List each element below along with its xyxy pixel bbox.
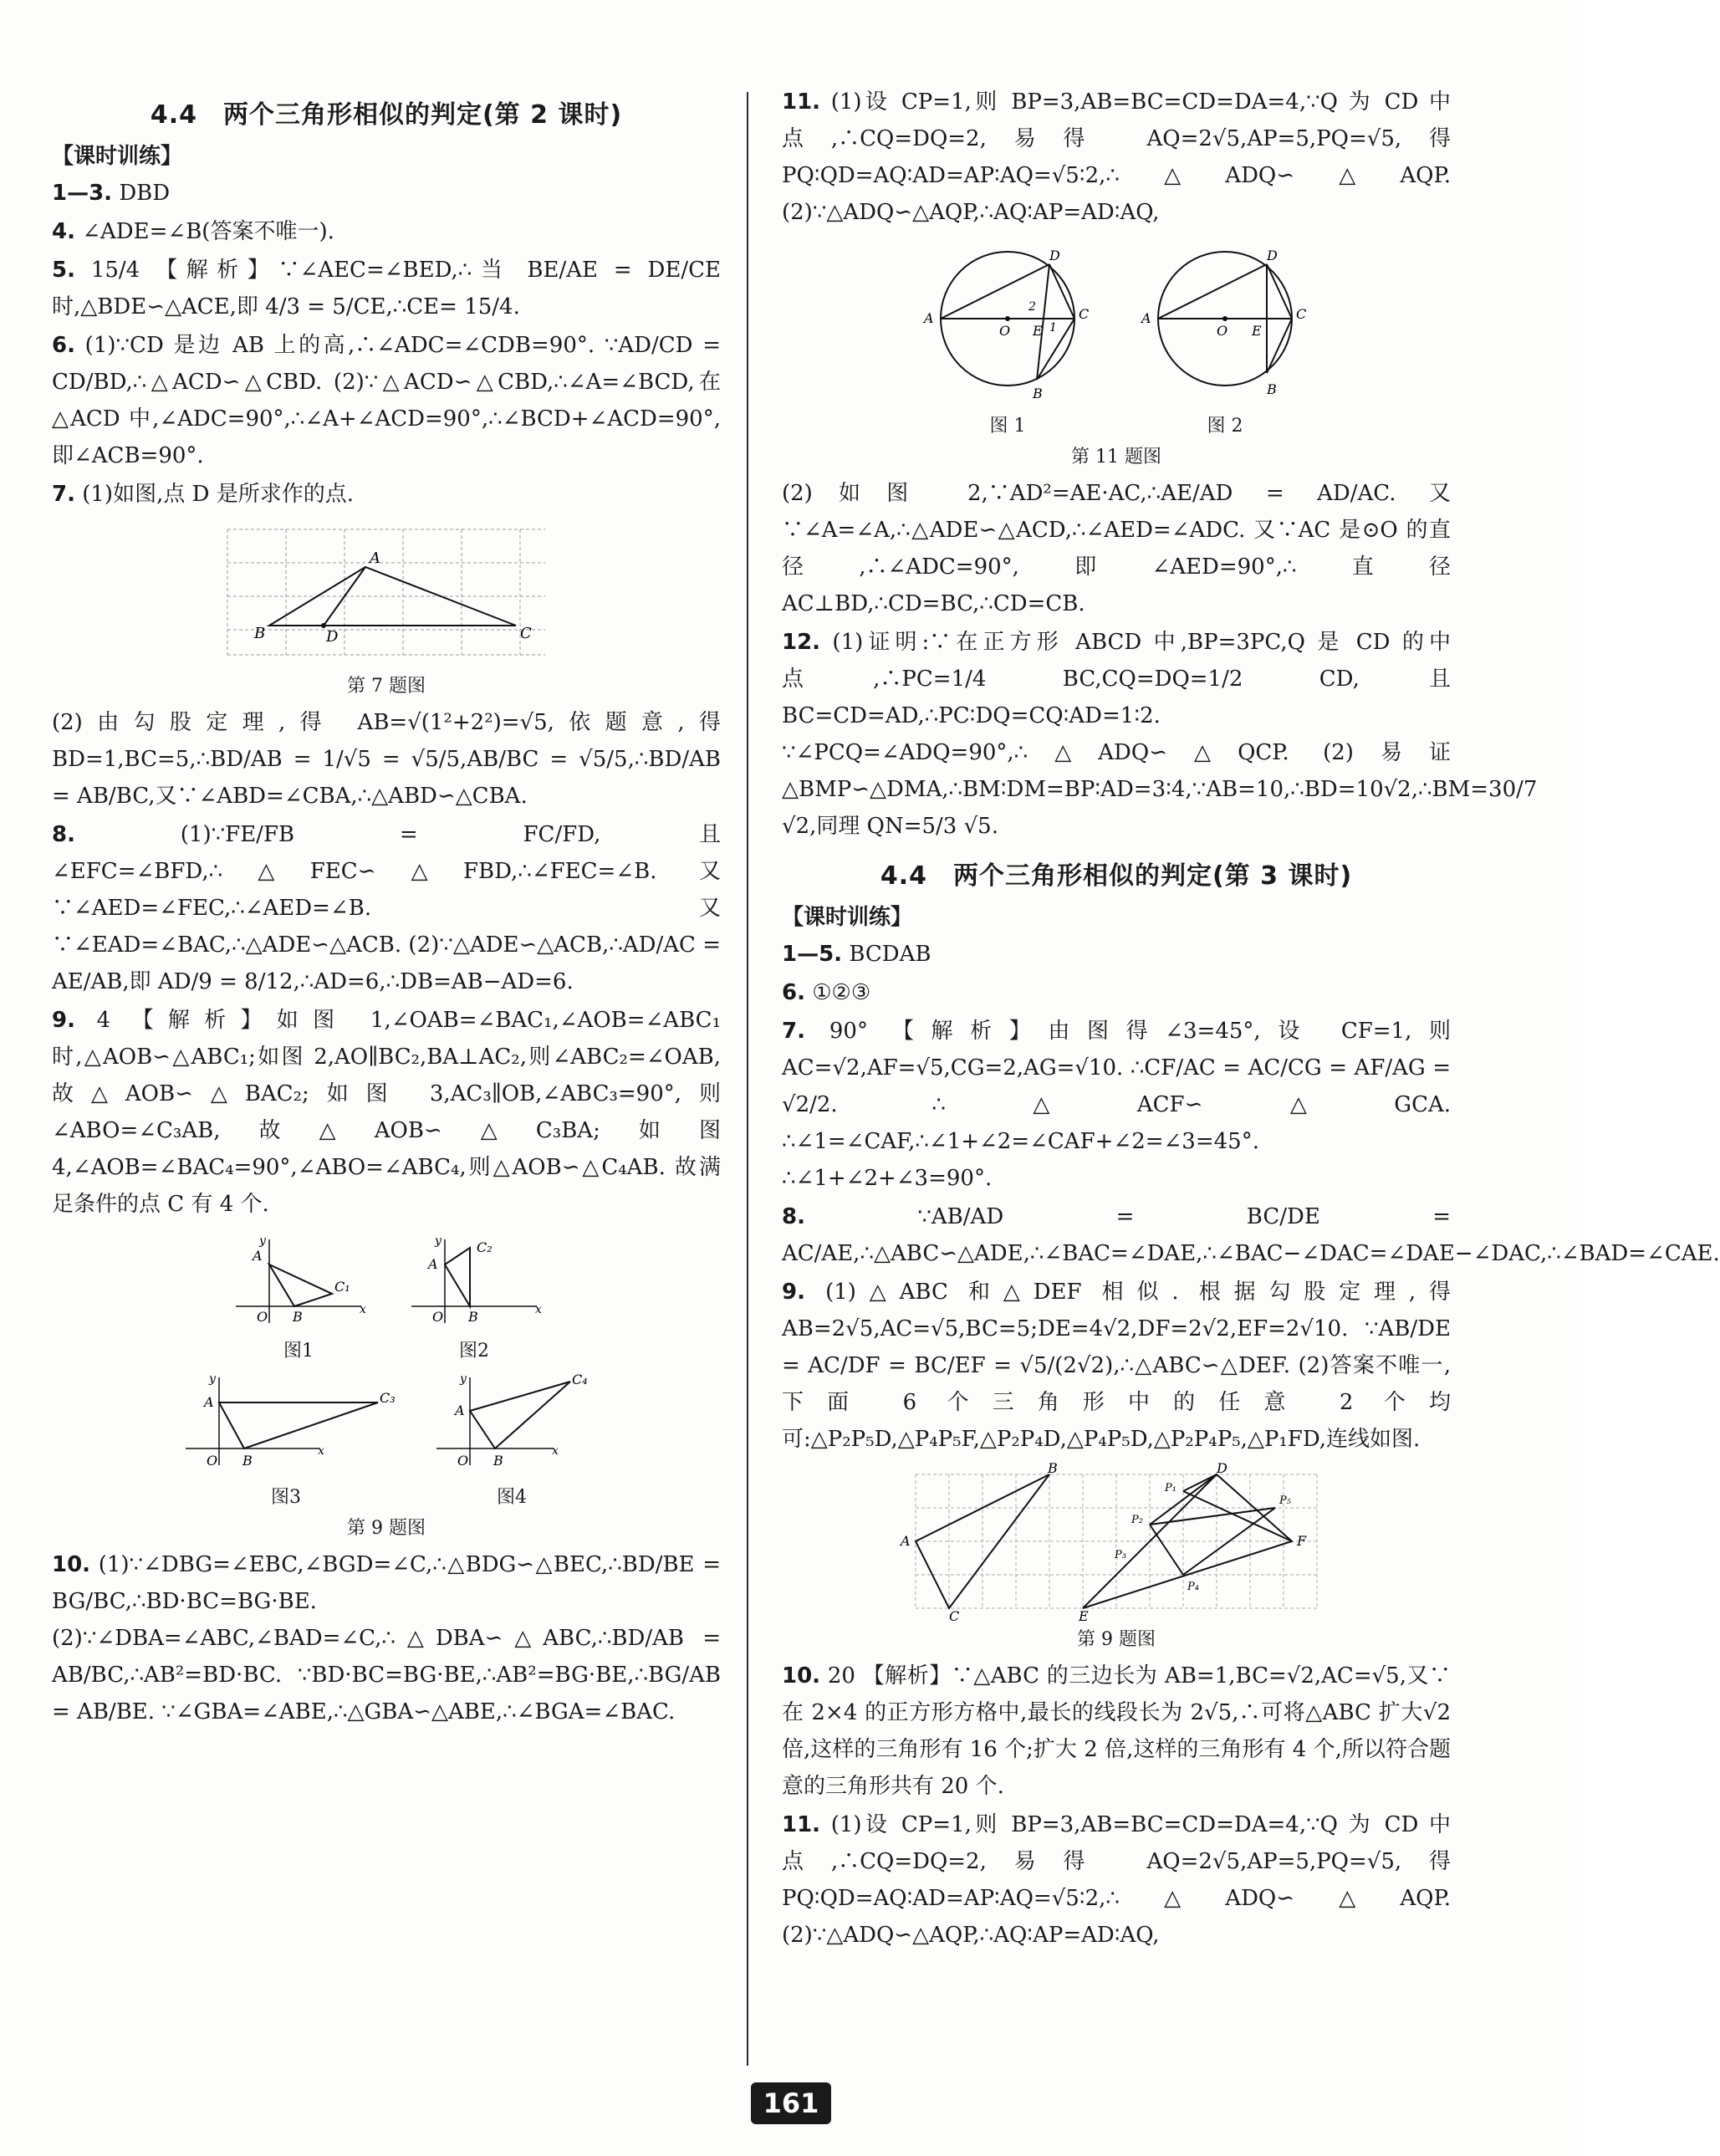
svg-text:O: O (207, 1453, 218, 1469)
svg-text:D: D (1049, 248, 1060, 263)
svg-text:A: A (253, 1248, 263, 1264)
exercise-tag: 【课时训练】 (52, 144, 183, 169)
left-column (52, 84, 721, 1732)
figure-11 (782, 239, 1451, 437)
svg-text:A: A (370, 549, 380, 567)
fig9-panel-3: A O B C₃ x y 图3 (204, 1372, 396, 1508)
svg-text:O: O (257, 1309, 268, 1325)
svg-text:A: A (455, 1402, 465, 1418)
svg-text:D: D (326, 628, 339, 646)
figure-7-caption: 第 7 题图 (347, 676, 426, 697)
svg-text:P₂: P₂ (1131, 1514, 1143, 1526)
svg-text:C₂: C₂ (477, 1239, 493, 1255)
svg-text:C: C (1296, 306, 1307, 322)
answer-item: 1—5. BCDAB (782, 942, 931, 967)
page-number: 161 (751, 2082, 831, 2124)
svg-text:x: x (552, 1444, 559, 1458)
svg-text:2: 2 (1028, 300, 1036, 314)
svg-text:B: B (1048, 1460, 1058, 1476)
answer-item: 8. (1)∵FE/FB = FC/FD,且∠EFC=∠BFD,∴△FEC∽△FBD,∴∠FEC=∠B. 又∵∠AED=∠FEC,∴∠AED=∠B. 又∵∠EAD=∠BAC,∴△ADE∽△ACB. (2)∵△ADE∽△ACB,∴AD/AC = AE/AB,即 AD/9 = 8/12,∴AD=6,∴DB=AB−AD=6. (52, 822, 721, 994)
svg-text:C₃: C₃ (380, 1390, 396, 1406)
answer-item: 4. ∠ADE=∠B(答案不唯一). (52, 219, 334, 244)
svg-text:A: A (428, 1256, 438, 1272)
answer-item: 6. (1)∵CD 是边 AB 上的高,∴∠ADC=∠CDB=90°. ∵AD/CD = CD/BD,∴△ACD∽△CBD. (2)∵△ACD∽△CBD,∴∠A=∠BCD,在△ACD 中,∠ADC=90°,∴∠A+∠ACD=90°,∴∠BCD+∠ACD=90°,即∠ACB=90°. (52, 333, 721, 468)
figure-7 (52, 521, 721, 667)
answer-item: 9. 4 【解析】如图 1,∠OAB=∠BAC₁,∠AOB=∠ABC₁ 时,△AOB∽△ABC₁;如图 2,AO∥BC₂,BA⊥AC₂,则∠ABC₂=∠OAB,故△AOB∽△BAC₂;如图 3,AC₃∥OB,∠ABC₃=90°,则∠ABO=∠C₃AB,故△AOB∽△C₃BA;如图 4,∠AOB=∠BAC₄=90°,∠ABO=∠ABC₄,则△AOB∽△C₄AB. 故满足条件的点 C 有 4 个. (52, 1008, 721, 1217)
svg-text:E: E (1033, 323, 1043, 339)
right-column (782, 84, 1720, 1955)
svg-text:y: y (209, 1372, 216, 1386)
answer-item: 1—3. DBD (52, 181, 171, 206)
svg-text:B: B (1033, 386, 1043, 401)
svg-text:1: 1 (1049, 321, 1057, 335)
svg-text:C: C (1079, 306, 1090, 322)
figure-9-coords (52, 1231, 721, 1509)
svg-text:A: A (901, 1533, 911, 1549)
answer-item: 5. 15/4 【解析】∵∠AEC=∠BED,∴当 BE/AE = DE/CE 时,△BDE∽△ACE,即 4/3 = 5/CE,∴CE= 15/4. (52, 258, 721, 319)
svg-text:O: O (432, 1309, 444, 1325)
exercise-tag: 【课时训练】 (782, 905, 913, 930)
svg-text:O: O (457, 1453, 469, 1469)
svg-text:A: A (1141, 310, 1151, 326)
svg-text:B: B (1267, 381, 1277, 397)
answer-item: 6. ①②③ (782, 980, 871, 1005)
svg-text:y: y (460, 1372, 467, 1386)
svg-text:P₄: P₄ (1187, 1581, 1199, 1593)
section-title-lesson-3: 4.4 两个三角形相似的判定(第 3 课时) (880, 861, 1353, 891)
svg-text:A: A (204, 1394, 214, 1410)
svg-text:y: y (259, 1234, 266, 1248)
svg-text:A: A (924, 310, 934, 326)
svg-text:B: B (254, 625, 266, 642)
svg-text:O: O (999, 323, 1011, 339)
svg-text:O: O (1217, 323, 1228, 339)
svg-text:x: x (318, 1444, 324, 1458)
svg-text:E: E (1079, 1608, 1089, 1624)
answer-item: 8. ∵AB/AD = BC/DE = AC/AE,∴△ABC∽△ADE,∴∠BAC=∠DAE,∴∠BAC−∠DAC=∠DAE−∠DAC,∴∠BAD=∠CAE. (782, 1204, 1720, 1266)
svg-text:B: B (242, 1453, 253, 1469)
fig11-panel-1: A O E C D B 2 1 图 1 (924, 248, 1090, 437)
figure-9-grid (782, 1460, 1451, 1624)
svg-text:x: x (360, 1303, 366, 1316)
answer-item: 7. 90° 【解析】由图得∠3=45°,设 CF=1,则 AC=√2,AF=√5,CG=2,AG=√10. ∴CF/AC = AC/CG = AF/AG = √2/2. ∴△ACF∽△GCA. ∴∠1=∠CAF,∴∠1+∠2=∠CAF+∠2=∠3=45°. ∴∠1+∠2+∠3=90°. (782, 1019, 1451, 1191)
figure-9-grid-caption: 第 9 题图 (1077, 1629, 1156, 1650)
answer-item: 9. (1)△ABC 和△DEF 相似. 根据勾股定理,得 AB=2√5,AC=√5,BC=5;DE=4√2,DF=2√2,EF=2√10. ∵AB/DE = AC/DF = BC/EF = √5/(2√2),∴△ABC∽△DEF. (2)答案不唯一,下面 6 个三角形中的任意 2 个均可:△P₂P₅D,△P₄P₅F,△P₂P₄D,△P₄P₅D,△P₂P₄P₅,△P₁FD,连线如图. (782, 1280, 1451, 1452)
answer-item-7b: (2)由勾股定理,得 AB=√(1²+2²)=√5,依题意,得 BD=1,BC=5,∴BD/AB = 1/√5 = √5/5,AB/BC = √5/5,∴BD/AB = AB/BC,又∵∠ABD=∠CBA,∴△ABD∽△CBA. (52, 710, 721, 809)
svg-text:E: E (1252, 323, 1262, 339)
svg-text:y: y (435, 1234, 441, 1248)
svg-text:B: B (293, 1309, 303, 1325)
svg-text:D: D (1217, 1460, 1227, 1476)
svg-text:x: x (535, 1303, 542, 1316)
svg-text:D: D (1267, 248, 1278, 263)
svg-text:C₁: C₁ (334, 1279, 350, 1295)
svg-text:C: C (949, 1608, 960, 1624)
answer-item: 7. (1)如图,点 D 是所求作的点. (52, 482, 354, 507)
svg-text:P₃: P₃ (1115, 1549, 1126, 1561)
fig9-panel-1: A O B C₁ x y 图1 (253, 1234, 366, 1362)
fig9-panel-4: A O B C₄ x y 图4 (455, 1372, 588, 1508)
fig11-panel-2: A O E C D B 图 2 (1141, 248, 1307, 437)
fig9-panel-2: A O B C₂ x y 图2 (428, 1234, 542, 1362)
svg-text:P₁: P₁ (1165, 1482, 1176, 1494)
svg-text:C₄: C₄ (572, 1372, 588, 1387)
grid-triangle-figure (219, 521, 554, 663)
svg-text:P₅: P₅ (1279, 1494, 1291, 1507)
svg-text:B: B (493, 1453, 503, 1469)
answer-item: 11. (1)设 CP=1,则 BP=3,AB=BC=CD=DA=4,∵Q 为 CD 中点,∴CQ=DQ=2,易得 AQ=2√5,AP=5,PQ=√5,得 PQ∶QD=AQ∶AD=AP∶AQ=√5∶2,∴△ADQ∽△AQP. (2)∵△ADQ∽△AQP,∴AQ∶AP=AD∶AQ, (782, 1812, 1451, 1948)
svg-text:F: F (1297, 1533, 1307, 1549)
answer-item-11b: (2)如图 2,∵AD²=AE·AC,∴AE/AD = AD/AC. 又∵∠A=∠A,∴△ADE∽△ACD,∴∠AED=∠ADC. 又∵AC 是⊙O 的直径,∴∠ADC=90°,即∠AED=90°,∴直径 AC⊥BD,∴CD=BC,∴CD=CB. (782, 481, 1451, 616)
answer-item: 11. (1)设 CP=1,则 BP=3,AB=BC=CD=DA=4,∵Q 为 CD 中点,∴CQ=DQ=2,易得 AQ=2√5,AP=5,PQ=√5,得 PQ∶QD=AQ∶AD=AP∶AQ=√5∶2,∴△ADQ∽△AQP. (2)∵△ADQ∽△AQP,∴AQ∶AP=AD∶AQ, (782, 89, 1451, 225)
answer-item: 10. (1)∵∠DBG=∠EBC,∠BGD=∠C,∴△BDG∽△BEC,∴BD/BE = BG/BC,∴BD·BC=BG·BE. (2)∵∠DBA=∠ABC,∠BAD=∠C,∴△DBA∽△ABC,∴BD/AB = AB/BC,∴AB²=BD·BC. ∵BD·BC=BG·BE,∴AB²=BG·BE,∴BG/AB = AB/BE. ∵∠GBA=∠ABE,∴△GBA∽△ABE,∴∠BGA=∠BAC. (52, 1552, 721, 1724)
svg-text:B: B (468, 1309, 478, 1325)
figure-9-caption: 第 9 题图 (347, 1518, 426, 1539)
column-divider (747, 92, 748, 2066)
answer-item: 12. (1)证明:∵在正方形 ABCD 中,BP=3PC,Q 是 CD 的中点,∴PC=1/4 BC,CQ=DQ=1/2 CD,且 BC=CD=AD,∴PC∶DQ=CQ∶AD=1∶2. ∵∠PCQ=∠ADQ=90°,∴△ADQ∽△QCP. (2)易证△BMP∽△DMA,∴BM∶DM=BP∶AD=3∶4,∵AB=10,∴BD=10√2,∴BM=30/7 √2,同理 QN=5/3 √5. (782, 630, 1538, 839)
figure-11-caption: 第 11 题图 (1071, 447, 1161, 467)
svg-text:C: C (520, 625, 532, 642)
section-title-lesson-2: 4.4 两个三角形相似的判定(第 2 课时) (150, 100, 623, 130)
answer-item: 10. 20 【解析】∵△ABC 的三边长为 AB=1,BC=√2,AC=√5,又∵在 2×4 的正方形方格中,最长的线段长为 2√5,∴可将△ABC 扩大√2倍,这样的三角形有 16 个;扩大 2 倍,这样的三角形有 4 个,所以符合题意的三角形共有 20 个. (782, 1663, 1451, 1799)
